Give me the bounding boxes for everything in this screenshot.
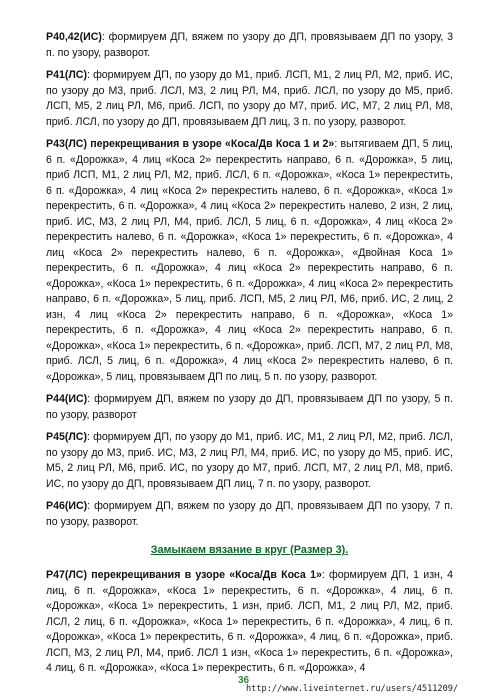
paragraph-r41: [46, 68, 453, 130]
row-text: : формируем ДП, вяжем по узору до ДП, провязываем ДП по узору, 7 п. по узору, разворот.: [46, 500, 453, 528]
paragraph-r44: [46, 392, 453, 423]
row-label: Р40,42(ИС): [46, 31, 102, 43]
row-label: Р43(ЛС) перекрещивания в узоре «Коса/Дв Коса 1 и 2»: [46, 138, 335, 150]
paragraph-r46: [46, 499, 453, 530]
row-label: Р47(ЛС) перекрещивания в узоре «Коса/Дв Коса 1»: [46, 569, 322, 581]
paragraph-r40-42: [46, 30, 453, 61]
row-text: : формируем ДП, по узору до М1, приб. ИС, М1, 2 лиц РЛ, М2, приб. ЛСЛ, по узору до М3, приб. ИС, М3, 2 лиц РЛ, М4, приб. ИС, по узору до М5, приб. ИС, М5, 2 лиц РЛ, М6, приб. ИС, по узору до М7, приб. ЛСП, М7, 2 лиц РЛ, М8, приб. ИС, по узору до ДП, провязываем ДП лиц, 7 п. по узору, разворот.: [46, 431, 453, 490]
row-label: Р45(ЛС): [46, 431, 87, 443]
section-heading: Замыкаем вязание в круг (Размер 3).: [150, 544, 349, 556]
paragraph-r47: [46, 568, 453, 677]
paragraph-r43: [46, 137, 453, 385]
row-label: Р46(ИС): [46, 500, 88, 512]
row-text: : формируем ДП, вяжем по узору до ДП, провязываем ДП по узору, 3 п. по узору, разворот.: [46, 31, 453, 59]
page-number: 36: [237, 675, 250, 686]
watermark-url[interactable]: http://www.liveinternet.ru/users/4511209/: [246, 684, 459, 694]
row-text: : формируем ДП, 1 изн, 4 лиц, 6 п. «Дорожка», «Коса 1» перекрестить, 6 п. «Дорожка», 4 лиц, 6 п. «Дорожка», «Коса 1» перекрестить, 1 изн, приб. ЛСП, М1, 2 лиц РЛ, М2, приб. ЛСЛ, 2 лиц, 6 п. «Дорожка», «Коса 1» перекрестить, 6 п. «Дорожка», 4 лиц, 6 п. «Дорожка», «Коса 1» перекрестить, 6 п. «Дорожка», 4 лиц, 6 п. «Дорожка», приб. ЛСП, М3, 2 лиц РЛ, М4, приб. ЛСЛ 1 изн, «Коса 1» перекрестить, 6 п. «Дорожка», 4 лиц, 6 п. «Дорожка», «Коса 1» перекрестить, 6 п. «Дорожка», 4: [46, 569, 453, 674]
row-text: : формируем ДП, вяжем по узору до ДП, провязываем ДП по узору, 5 п. по узору, разворот: [46, 393, 453, 421]
row-label: Р41(ЛС): [46, 69, 87, 81]
row-text: : вытягиваем ДП, 5 лиц, 6 п. «Дорожка», 4 лиц «Коса 2» перекрестить направо, 6 п. «Дорожка», 5 лиц, приб ЛСП, М1, 2 лиц РЛ, М2, приб. ЛСЛ, 6 п. «Дорожка», «Коса 1» перекрестить, 6 п. «Дорожка», 4 лиц «Коса 2» перекрестить налево, 6 п. «Дорожка», «Коса 1» перекрестить, 6 п. «Дорожка», 4 лиц «Коса 2» перекрестить налево, 2 изн, 2 лиц, приб. ИС, М3, 2 лиц РЛ, М4, приб. ЛСЛ, 5 лиц, 6 п. «Дорожка», 4 лиц «Коса 2» перекрестить налево, 6 п. «Дорожка», «Коса 1» перекрестить, 6 п. «Дорожка», 4 лиц «Коса 2» перекрестить налево, 6 п. «Дорожка», «Двойная Коса 1» перекрестить, 6 п. «Дорожка», 4 лиц «Коса 2» перекрестить направо, 6 п. «Дорожка», «Коса 1» перекрестить, 6 п. «Дорожка», 4 лиц «Коса 2» перекрестить направо, 6 п. «Дорожка», 5 лиц, приб. ЛСП, М5, 2 лиц РЛ, М6, приб. ИС, 2 лиц, 2 изн, 4 лиц «Коса 2» перекрестить направо, 6 п. «Дорожка», «Коса 1» перекрестить, 6 п. «Дорожка», 4 лиц «Коса 2» перекрестить направо, 6 п. «Дорожка», «Коса 1» перекрестить, 6 п. «Дорожка», приб. ЛСП, М7, 2 лиц РЛ, М8, приб. ЛСЛ, 5 лиц, 6 п. «Дорожка», 4 лиц «Коса 2» перекрестить налево, 6 п. «Дорожка», 5 лиц, провязываем ДП по лиц, 5 п. по узору, разворот.: [46, 138, 453, 383]
row-label: Р44(ИС): [46, 393, 88, 405]
row-text: : формируем ДП, по узору до М1, приб. ЛСП, М1, 2 лиц РЛ, М2, приб. ИС, по узору до М3, приб. ЛСЛ, М3, 2 лиц РЛ, М4, приб. ЛСЛ, по узору до М5, приб. ЛСП, М5, 2 лиц РЛ, М6, приб. ЛСП, по узору до М7, приб. ИС, М7, 2 лиц РЛ, М8, приб. ЛСЛ, по узору до ДП, провязываем ДП лиц, 3 п. по узору, разворот.: [46, 69, 453, 128]
section-heading-container: [46, 540, 453, 558]
paragraph-r45: [46, 430, 453, 492]
